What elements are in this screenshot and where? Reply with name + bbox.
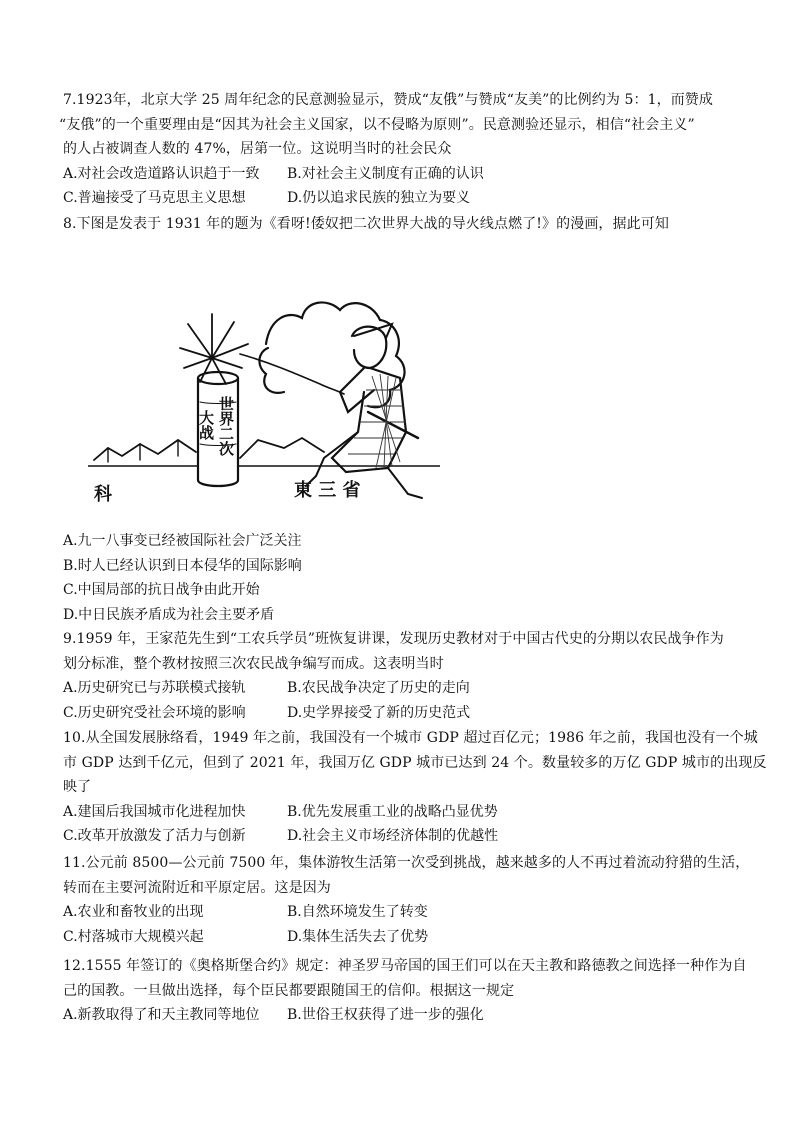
option-d[interactable]: D.中日民族矛盾成为社会主要矛盾: [63, 606, 275, 623]
drum-label-left: 大战: [197, 410, 215, 440]
drum-label-right: 世界二次: [217, 396, 235, 456]
option-a[interactable]: A.九一八事变已经被国际社会广泛关注: [63, 533, 302, 549]
option-b[interactable]: B.优先发展重工业的战略凸显优势: [287, 803, 498, 820]
figure-head: [352, 327, 386, 368]
question-7: [59, 88, 733, 211]
question-10-stem-line: 映了: [63, 779, 92, 795]
fuse-line: [240, 354, 344, 394]
figure-pattern: [348, 374, 406, 468]
option-c[interactable]: C.历史研究受社会环境的影响: [63, 704, 246, 721]
option-b[interactable]: B.世俗王权获得了进一步的强化: [287, 1007, 484, 1023]
option-a[interactable]: A.农业和畜牧业的出现: [63, 904, 204, 920]
option-b[interactable]: B.时人已经认识到日本侵华的国际影响: [63, 557, 302, 574]
ground-label-right: 東 三 省: [294, 480, 361, 501]
cartoon-illustration: [88, 262, 440, 520]
question-9-stem-line: 9.1959 年，王家范先生到“工农兵学员”班恢复讲课，发现历史教材对于中国古代史的分期以农民战争作为: [63, 631, 724, 647]
question-10-stem-line: 市 GDP 达到千亿元，但到了 2021 年，我国万亿 GDP 城市已达到 24 个。数量较多的万亿 GDP 城市的出现反: [63, 754, 767, 771]
option-a[interactable]: A.对社会改造道路认识趋于一致: [63, 165, 260, 182]
question-12-options-row: [63, 1003, 733, 1028]
ground-label-left: 科: [94, 484, 112, 505]
question-9-options-row: [63, 701, 733, 726]
question-7-stem-line: “友俄”的一个重要理由是“因其为社会主义国家，以不侵略为原则”。民意测验还显示，相信“社会主义”: [59, 116, 695, 133]
question-11-stem-line: 转而在主要河流附近和平原定居。这是因为: [63, 879, 331, 896]
option-c[interactable]: C.村落城市大规模兴起: [63, 928, 204, 945]
smoke-cloud-edge: [259, 348, 284, 393]
question-11-options-row: [63, 925, 733, 950]
option-b[interactable]: B.对社会主义制度有正确的认识: [287, 165, 484, 182]
question-11: [63, 851, 750, 949]
option-c[interactable]: C.普遍接受了马克思主义思想: [63, 190, 246, 206]
option-c[interactable]: C.改革开放激发了活力与创新: [63, 828, 246, 844]
question-7-options-row: [63, 162, 733, 187]
question-12-stem-line: 己的国教。一旦做出选择，每个臣民都要跟随国王的信仰。根据这一规定: [63, 982, 515, 999]
option-d[interactable]: D.集体生活失去了优势: [287, 928, 429, 945]
option-a[interactable]: A.历史研究已与苏联模式接轨: [63, 680, 246, 696]
question-10-stem-line: 10.从全国发展脉络看，1949 年之前，我国没有一个城市 GDP 超过百亿元；1986 年之前，我国也没有一个城: [63, 730, 758, 746]
question-12-stem-line: 12.1555 年签订的《奥格斯堡合约》规定：神圣罗马帝国的国王们可以在天主教和路德教之间选择一种作为自: [63, 958, 747, 974]
village-roofs: [94, 440, 196, 460]
question-11-stem-line: 11.公元前 8500—公元前 7500 年，集体游牧生活第一次受到挑战，越来越多的人不再过着流动狩猎的生活，: [63, 855, 750, 871]
option-d[interactable]: D.社会主义市场经济体制的优越性: [287, 828, 499, 844]
option-b[interactable]: B.自然环境发生了转变: [287, 904, 428, 920]
question-9-stem-line: 划分标准，整个教材按照三次农民战争编写而成。这表明当时: [63, 655, 444, 672]
question-10-options-row: [63, 800, 733, 825]
question-10-options-row: [63, 824, 733, 849]
question-7-stem-line: 7.1923年，北京大学 25 周年纪念的民意测验显示，赞成“友俄”与赞成“友美”的比例约为 5：1，而赞成: [63, 92, 713, 108]
option-c[interactable]: C.中国局部的抗日战争由此开始: [63, 582, 260, 598]
question-8-options: [63, 529, 733, 627]
question-11-options-row: [63, 900, 733, 925]
question-7-stem-line: 的人占被调查人数的 47%，居第一位。这说明当时的社会民众: [63, 141, 452, 157]
option-b[interactable]: B.农民战争决定了历史的走向: [287, 680, 470, 696]
question-12: [63, 954, 747, 1028]
question-8-stem-line: 8.下图是发表于 1931 年的题为《看呀!倭奴把二次世界大战的导火线点燃了!》的漫画，据此可知: [63, 216, 669, 232]
option-d[interactable]: D.仍以追求民族的独立为要义: [287, 190, 471, 206]
option-a[interactable]: A.新教取得了和天主教同等地位: [63, 1007, 260, 1023]
option-a[interactable]: A.建国后我国城市化进程加快: [63, 803, 246, 820]
question-10: [63, 726, 767, 849]
spark-icon: [180, 314, 248, 384]
question-9: [63, 627, 733, 725]
question-8: [63, 212, 733, 237]
option-d[interactable]: D.史学界接受了新的历史范式: [287, 704, 471, 721]
village-roofs-right: [240, 438, 324, 458]
question-7-options-row: [63, 186, 733, 211]
question-9-options-row: [63, 676, 733, 701]
